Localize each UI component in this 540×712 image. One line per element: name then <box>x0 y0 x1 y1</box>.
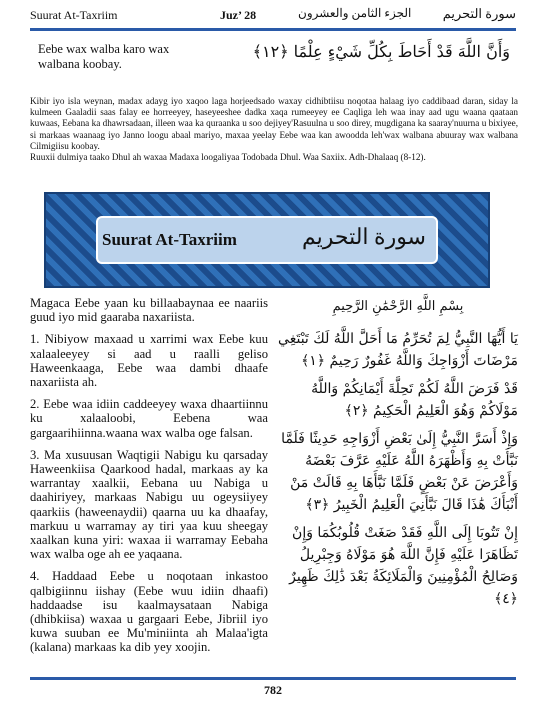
surah-title-banner <box>44 192 490 288</box>
arabic-verse-1: يَا أَيُّهَا النَّبِيُّ لِمَ تُحَرِّمُ مَا أَحَلَّ اللَّهُ لَكَ تَبْتَغِي مَرْضَاتَ أَزْوَاجِكَ وَاللَّهُ غَفُورٌ رَحِيمٌ ﴿١﴾ <box>278 331 518 369</box>
header-rule <box>30 28 516 31</box>
commentary-paragraph: Kibir iyo isla weynan, madax adayg iyo xaqoo laga horjeedsado waxay cidhibtiisu noqotaa halaag iyo caddibaad daran, siday la kulmeen Gaaladii saas falay ee horreeyey, haseyeeshee dadka xaqa rumeeyey ee Caqliga leh waa inay aad ugu waana qaataan kuwaas, Eebana ka dhawrsadaan, illeen waa ka quraanka u soo dejiyey'Rasuulna u soo direy, mugdigana ka saaray'nuurna u bixiyee, si markaas waanaag iyo Janno loogu abaal mariyo, maxaa yeelay Eebe waa kan awoodda leh'wax walbana abuuray wax walbana Cilmigiisu koobay. <box>30 96 518 151</box>
banner-title-arabic: سورة التحريم <box>301 224 426 249</box>
translation-basmala: Magaca Eebe yaan ku billaabaynaa ee naariis guud iyo mid gaaraba naxariista. <box>30 296 268 325</box>
page-header <box>30 6 516 24</box>
page-number: 782 <box>264 683 282 697</box>
header-surah-name: Suurat At-Taxriim <box>30 8 118 22</box>
arabic-verse-4: إِنْ تَتُوبَا إِلَى اللَّهِ فَقَدْ صَغَتْ قُلُوبُكُمَا وَإِنْ تَظَاهَرَا عَلَيْهِ فَإِنَّ اللَّهَ هُوَ مَوْلَاهُ وَجِبْرِيلُ وَصَالِحُ الْمُؤْمِنِينَ وَالْمَلَائِكَةُ بَعْدَ ذَٰلِكَ ظَهِيرٌ ﴿٤﴾ <box>289 525 518 607</box>
header-juz: Juz’ 28 <box>220 8 257 22</box>
commentary-note <box>30 96 518 163</box>
translation-verse-1: 1. Nibiyow maxaad u xarrimi wax Eebe kuu xalaaleeyey si aad u raalli geliso Haweenkaaga, Eebe waa dambi dhaafe naxariista ah. <box>30 332 268 390</box>
header-juz-arabic: الجزء الثامن والعشرون <box>298 6 412 20</box>
translation-verse-4: 4. Haddaad Eebe u noqotaan inkastoo qalbigiinnu iishay (Eebe wuu idiin dhaafi) haddaadse isu kaalmaysataan Nabiga (dhibkiisa) waxaa u gargaari Eebe, Jibriil iyo kuwa suuban ee Mu'miniinta ah Malaa'igta (kalana) markaas ka dib yey xoojin. <box>30 569 268 655</box>
translation-verse-2: 2. Eebe waa idiin caddeeyey waxa dhaartiinnu ku xalaaloobi, Eebena waa gargaarihiinna.waana wax walba oge falsan. <box>30 397 268 440</box>
arabic-basmala: بِسْمِ اللَّهِ الرَّحْمَٰنِ الرَّحِيمِ <box>332 299 464 314</box>
header-surah-arabic: سورة التحريم <box>442 6 516 21</box>
banner-title-latin: Suurat At-Taxriim <box>102 230 237 249</box>
intro-translation: Eebe wax walba karo wax walbana koobay. <box>38 42 170 71</box>
footer-rule <box>30 677 516 680</box>
arabic-verse-2: قَدْ فَرَضَ اللَّهُ لَكُمْ تَحِلَّةَ أَيْمَانِكُمْ وَاللَّهُ مَوْلَاكُمْ وَهُوَ الْعَلِيمُ الْحَكِيمُ ﴿٢﴾ <box>311 381 518 419</box>
intro-arabic: وَأَنَّ اللَّهَ قَدْ أَحَاطَ بِكُلِّ شَيْءٍ عِلْمًا ﴿١٢﴾ <box>252 42 510 61</box>
arabic-column <box>278 296 518 616</box>
translation-verse-3: 3. Ma xusuusan Waqtigii Nabigu ku qarsaday Haweenkiisa Qaarkood hadal, markaas ay ka warrantay xaalkii, Eebana uu Nabiga u daahiriyey, markaas Nabigu uu ogeysiiyey qaarkiis (haweenaydii) qaarna uu ka dhaafay, markuu u warramay ay tiri yaa kuu sheegay xaalkan kuna yiri: waxaa ii warramay Eebaha wax walba oge ah ee yaqaana. <box>30 447 268 562</box>
arabic-verse-3: وَإِذْ أَسَرَّ النَّبِيُّ إِلَىٰ بَعْضِ أَزْوَاجِهِ حَدِيثًا فَلَمَّا نَبَّأَتْ بِهِ وَأَظْهَرَهُ اللَّهُ عَلَيْهِ عَرَّفَ بَعْضَهُ وَأَعْرَضَ عَنْ بَعْضٍ فَلَمَّا نَبَّأَهَا بِهِ قَالَتْ مَنْ أَنْبَأَكَ هَٰذَا قَالَ نَبَّأَنِيَ الْعَلِيمُ الْخَبِيرُ ﴿٣﴾ <box>281 431 518 513</box>
commentary-reference: Ruuxii dulmiya taako Dhul ah waxaa Madaxa loogaliyaa Todobada Dhul. Waa Saxiix. Adh-Dhalaaq (8-12). <box>30 152 426 163</box>
translation-column <box>30 296 268 663</box>
